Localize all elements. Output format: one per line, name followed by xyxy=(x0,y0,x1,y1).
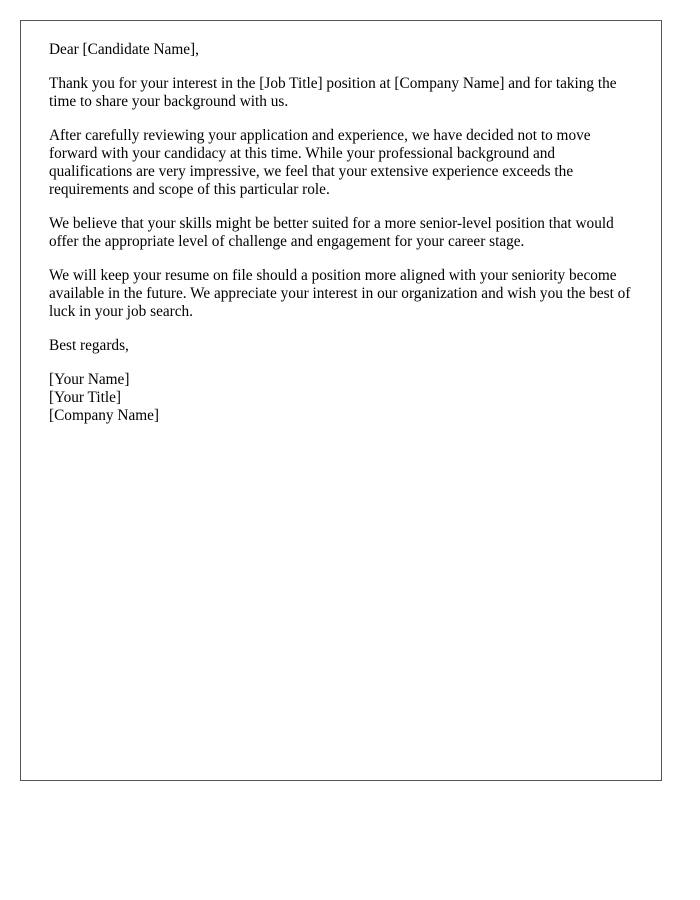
signature-name: [Your Name] xyxy=(49,371,130,388)
signature-company: [Company Name] xyxy=(49,407,160,424)
paragraph: Thank you for your interest in the [Job Title] position at [Company Name] and for taking the time to share your background with us. xyxy=(49,75,617,110)
closing: Best regards, xyxy=(49,337,129,354)
signature-title: [Your Title] xyxy=(49,389,121,406)
salutation: Dear [Candidate Name], xyxy=(49,41,199,58)
paragraph: We believe that your skills might be better suited for a more senior-level position that would offer the appropriate level of challenge and engagement for your career stage. xyxy=(49,215,614,250)
paragraph: We will keep your resume on file should a position more aligned with your seniority become available in the future. We appreciate your interest in our organization and wish you the best of luck in your job search. xyxy=(49,267,631,320)
letter xyxy=(20,20,662,781)
paragraph: After carefully reviewing your application and experience, we have decided not to move forward with your candidacy at this time. While your professional background and qualifications are very impressive, we feel that your extensive experience exceeds the requirements and scope of this particular role. xyxy=(49,127,591,198)
signature xyxy=(41,371,641,425)
